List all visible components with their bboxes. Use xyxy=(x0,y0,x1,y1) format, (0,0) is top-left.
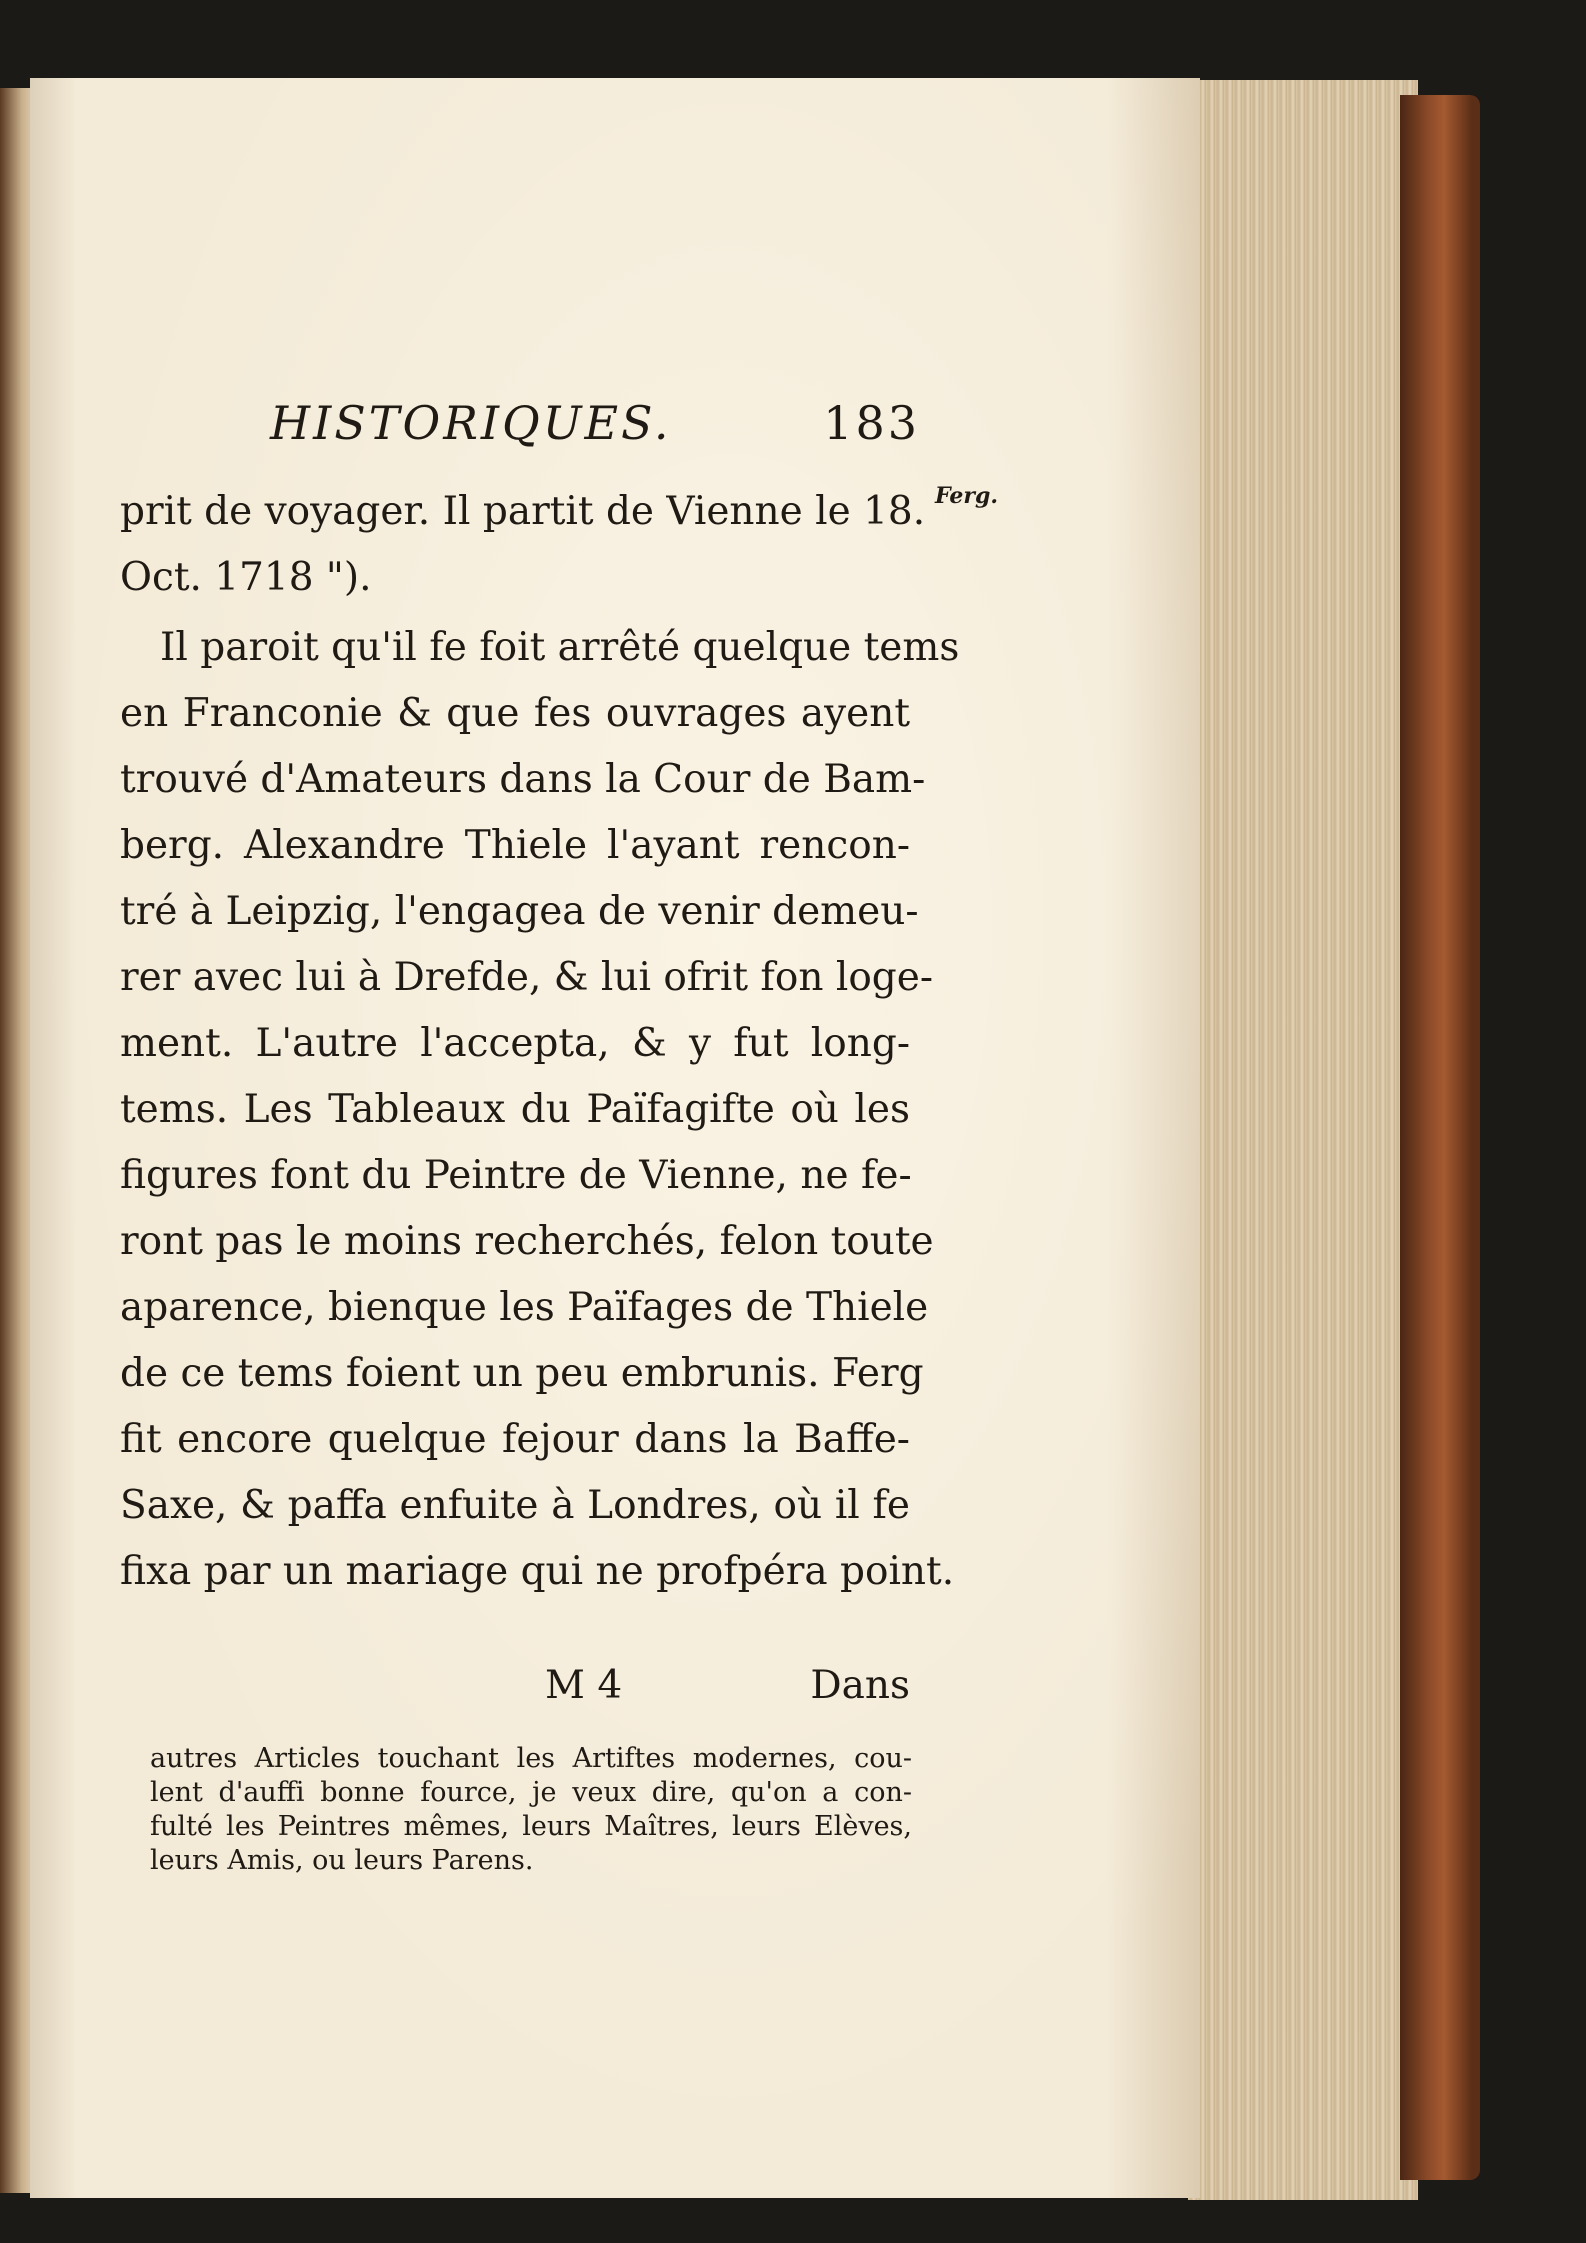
running-title: HISTORIQUES. xyxy=(270,396,672,450)
body-line: Oct. 1718 "). xyxy=(120,555,372,600)
body-line: rer avec lui à Drefde, & lui ofrit fon loge- xyxy=(120,955,934,1000)
body-line: fixa par un mariage qui ne profpéra point. xyxy=(120,1549,955,1594)
footnote-line: fulté les Peintres mêmes, leurs Maîtres, leurs Elèves, xyxy=(150,1811,912,1842)
body-line: figures font du Peintre de Vienne, ne fe- xyxy=(120,1153,912,1198)
body-line: tré à Leipzig, l'engagea de venir demeu- xyxy=(120,889,919,934)
body-line: prit de voyager. Il partit de Vienne le 18. xyxy=(120,489,926,534)
footnote-line: autres Articles touchant les Artiftes modernes, cou- xyxy=(150,1743,912,1774)
body-line: Il paroit qu'il fe foit arrêté quelque tems xyxy=(160,625,960,670)
page-edges xyxy=(1188,80,1418,2200)
body-line: de ce tems foient un peu embrunis. Ferg xyxy=(120,1351,924,1396)
body-line: trouvé d'Amateurs dans la Cour de Bam- xyxy=(120,757,926,802)
body-line: aparence, bienque les Païfages de Thiele xyxy=(120,1285,929,1330)
book-page xyxy=(30,78,1200,2198)
body-line: Saxe, & paffa enfuite à Londres, où il fe xyxy=(120,1483,910,1528)
body-line: fit encore quelque fejour dans la Baffe- xyxy=(120,1417,910,1462)
body-line: ront pas le moins recherchés, felon toute xyxy=(120,1219,934,1264)
catchword: Dans xyxy=(810,1663,910,1708)
footnote-line: lent d'auffi bonne fource, je veux dire, qu'on a con- xyxy=(150,1777,912,1808)
body-line: tems. Les Tableaux du Païfagifte où les xyxy=(120,1087,910,1132)
page-header xyxy=(270,396,920,450)
body-line: berg. Alexandre Thiele l'ayant rencon- xyxy=(120,823,910,868)
body-line: en Franconie & que fes ouvrages ayent xyxy=(120,691,910,736)
footnote-line: leurs Amis, ou leurs Parens. xyxy=(150,1845,534,1876)
margin-note: Ferg. xyxy=(935,483,999,509)
book-cover xyxy=(1400,95,1480,2180)
page-number: 183 xyxy=(823,396,920,450)
signature-mark: M 4 xyxy=(545,1663,623,1708)
body-line: ment. L'autre l'accepta, & y fut long- xyxy=(120,1021,910,1066)
